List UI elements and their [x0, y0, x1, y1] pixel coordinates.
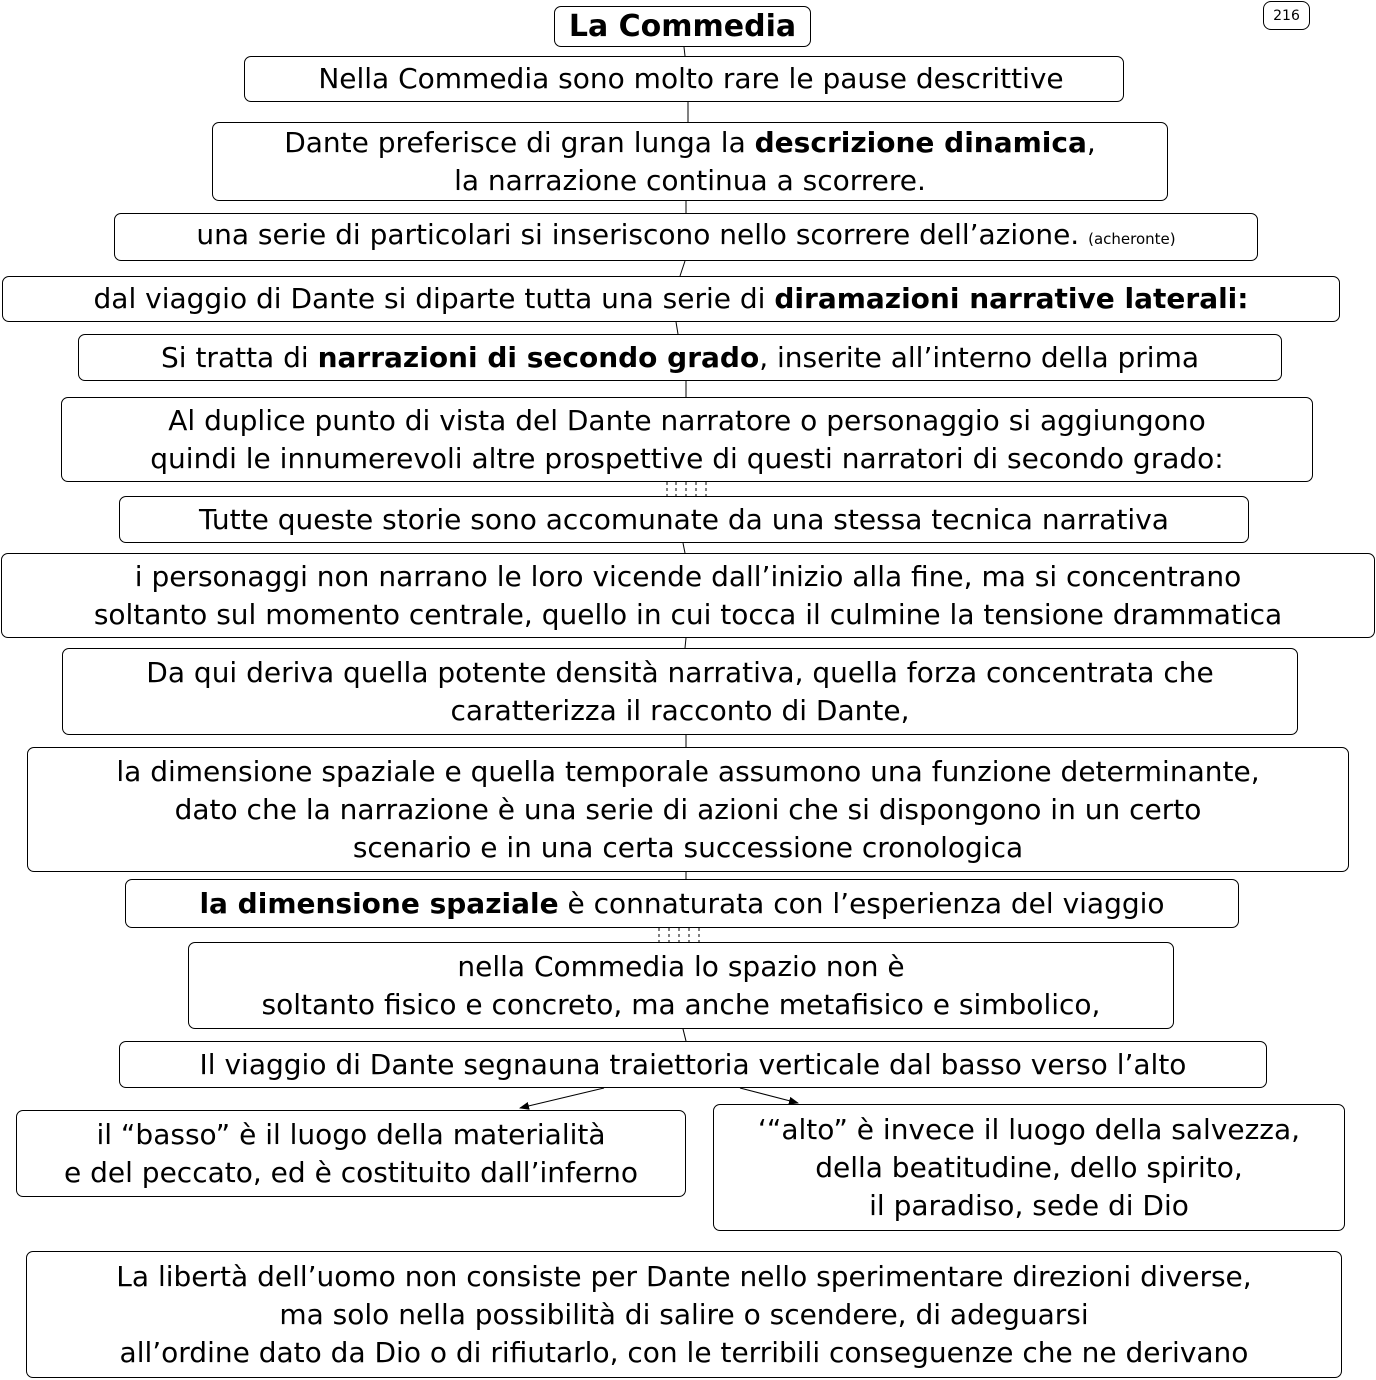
concept-text: Il viaggio di Dante segnauna traiettoria verticale dal basso verso l’alto [199, 1047, 1187, 1081]
concept-dynamic-description[interactable] [212, 122, 1168, 201]
concept-line-2: quindi le innumerevoli altre prospettive di questi narratori di secondo grado: [150, 441, 1224, 475]
concept-line-2: la narrazione continua a scorrere. [454, 163, 926, 197]
concept-high-paradise[interactable] [713, 1104, 1345, 1231]
arrow-n13-n14 [520, 1088, 604, 1108]
arrow-n13-n15 [740, 1088, 798, 1103]
concept-text: è connaturata con l’esperienza del viaggio [558, 886, 1165, 920]
connector-n11-n12 [659, 928, 699, 942]
concept-line-2: e del peccato, ed è costituito dall’inferno [64, 1155, 638, 1189]
concept-line-1 [284, 124, 1096, 162]
concept-line-2: dato che la narrazione è una serie di azioni che si dispongono in un certo [174, 792, 1202, 826]
concept-low-inferno[interactable] [16, 1110, 686, 1197]
concept-vertical-trajectory[interactable] [119, 1041, 1267, 1088]
concept-line-3: scenario e in una certa successione cronologica [352, 830, 1024, 864]
concept-lateral-narrative-branches[interactable] [2, 276, 1340, 322]
connector-n12-n13 [683, 1029, 686, 1041]
connector-n8-n9 [685, 638, 686, 648]
concept-text: una serie di particolari si inseriscono nello scorrere dell’azione. [196, 218, 1080, 251]
concept-text: Nella Commedia sono molto rare le pause descrittive [318, 62, 1064, 95]
connector-n6-n7 [667, 482, 706, 496]
concept-same-narrative-technique[interactable] [119, 496, 1249, 543]
connector-n4-n5 [676, 322, 678, 334]
concept-line-1: Al duplice punto di vista del Dante narratore o personaggio si aggiungono [168, 403, 1206, 437]
concept-line-2: soltanto fisico e concreto, ma anche metafisico e simbolico, [261, 987, 1101, 1021]
concept-line-2: caratterizza il racconto di Dante, [450, 693, 910, 727]
concept-text: dal viaggio di Dante si diparte tutta una serie di [93, 282, 775, 315]
concept-text: Si tratta di [161, 340, 318, 374]
page-number: 216 [1273, 7, 1300, 24]
connector-title-n1 [684, 47, 685, 56]
concept-line-1: la dimensione spaziale e quella temporale assumono una funzione determinante, [116, 754, 1260, 788]
concept-central-moment[interactable] [1, 553, 1375, 638]
concept-text: , inserite all’interno della prima [759, 340, 1199, 374]
connector-n7-n8 [683, 543, 685, 553]
concept-line-1: nella Commedia lo spazio non è [457, 949, 905, 983]
concept-line-3: all’ordine dato da Dio o di rifiutarlo, con le terribili conseguenze che ne derivano [119, 1335, 1249, 1369]
concept-line-2: ma solo nella possibilità di salire o scendere, di adeguarsi [279, 1297, 1089, 1331]
concept-title[interactable] [554, 6, 811, 47]
concept-space-and-time[interactable] [27, 747, 1349, 872]
concept-line-1: i personaggi non narrano le loro vicende dall’inizio alla fine, ma si concentrano [134, 559, 1242, 593]
concept-details-in-action[interactable] [114, 213, 1258, 261]
concept-bold-text: descrizione dinamica [754, 125, 1087, 159]
page-number-badge [1263, 1, 1310, 30]
concept-second-degree-narrations[interactable] [78, 334, 1282, 381]
concept-title-text: La Commedia [568, 8, 797, 44]
concept-bold-text: narrazioni di secondo grado [317, 340, 760, 374]
concept-narrative-density[interactable] [62, 648, 1298, 735]
concept-bold-text: diramazioni narrative laterali: [774, 282, 1249, 315]
concept-bold-text: la dimensione spaziale [199, 886, 559, 920]
concept-line-1: ‘“alto” è invece il luogo della salvezza, [757, 1112, 1301, 1146]
concept-line-1: il “basso” è il luogo della materialità [96, 1117, 606, 1151]
concept-human-freedom[interactable] [26, 1251, 1342, 1378]
concept-text: Tutte queste storie sono accomunate da una stessa tecnica narrativa [199, 502, 1169, 536]
concept-line-1: Da qui deriva quella potente densità narrativa, quella forza concentrata che [146, 655, 1214, 689]
concept-note: (acheronte) [1088, 230, 1176, 248]
concept-multiple-perspectives[interactable] [61, 397, 1313, 482]
concept-text: , [1086, 125, 1096, 159]
concept-rare-descriptive-pauses[interactable] [244, 56, 1124, 102]
concept-spatial-dimension[interactable] [125, 879, 1239, 928]
concept-line-2: soltanto sul momento centrale, quello in cui tocca il culmine la tensione drammatica [93, 597, 1283, 631]
connector-n3-n4 [680, 261, 685, 276]
concept-line-2: della beatitudine, dello spirito, [815, 1150, 1243, 1184]
concept-line-1: La libertà dell’uomo non consiste per Dante nello sperimentare direzioni diverse, [116, 1259, 1252, 1293]
concept-metaphysical-space[interactable] [188, 942, 1174, 1029]
concept-text: Dante preferisce di gran lunga la [284, 125, 755, 159]
concept-line-3: il paradiso, sede di Dio [869, 1188, 1189, 1222]
